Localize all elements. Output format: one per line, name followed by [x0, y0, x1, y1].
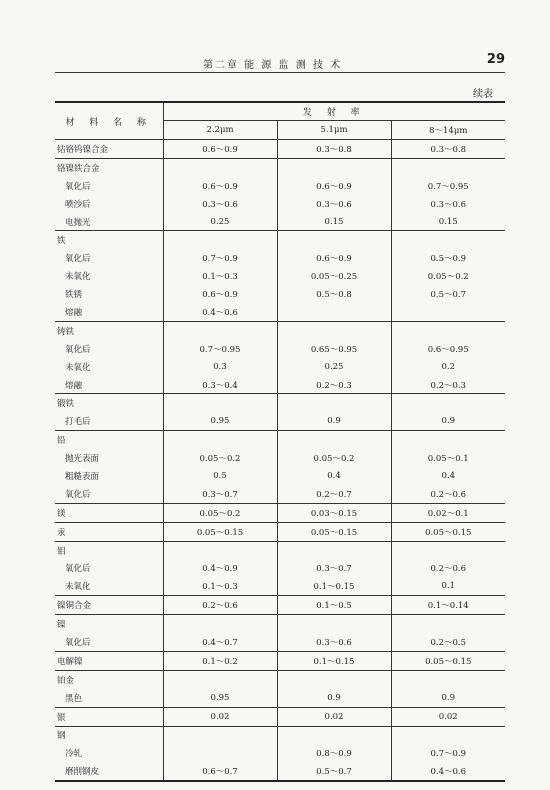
- table-row: [55, 231, 505, 249]
- emissivity-cell: 0.65～0.95: [277, 340, 391, 358]
- emissivity-cell: 0.4: [277, 467, 391, 485]
- subcondition-cell: 打毛后: [55, 412, 163, 430]
- emissivity-cell: [391, 615, 505, 633]
- emissivity-cell: [277, 303, 391, 321]
- emissivity-cell: [277, 394, 391, 412]
- table-row: [55, 358, 505, 376]
- emissivity-cell: 0.2～0.7: [277, 485, 391, 503]
- material-cell: 铁: [55, 231, 163, 249]
- emissivity-cell: 0.2～0.3: [277, 376, 391, 394]
- emissivity-cell: 0.6～0.7: [163, 762, 277, 781]
- table-row: [55, 285, 505, 303]
- table-row: [55, 707, 505, 726]
- table-row: [55, 213, 505, 231]
- table-row: [55, 376, 505, 394]
- table-row: [55, 522, 505, 541]
- emissivity-cell: 0.2～0.3: [391, 376, 505, 394]
- table-row: [55, 321, 505, 339]
- emissivity-cell: 0.1～0.14: [391, 596, 505, 615]
- subcondition-cell: 喷沙后: [55, 195, 163, 213]
- emissivity-cell: 0.4～0.6: [163, 303, 277, 321]
- table-row: [55, 340, 505, 358]
- wavelength-header: 8～14μm: [391, 121, 505, 140]
- table-row: [55, 394, 505, 412]
- subcondition-cell: 未氧化: [55, 267, 163, 285]
- emissivity-cell: 0.3～0.8: [277, 140, 391, 159]
- emissivity-cell: 0.2～0.5: [391, 633, 505, 651]
- emissivity-cell: 0.1～0.3: [163, 267, 277, 285]
- subcondition-cell: 黑色: [55, 689, 163, 707]
- emissivity-cell: 0.1～0.2: [163, 651, 277, 670]
- table-row: [55, 577, 505, 595]
- material-cell: 电解镍: [55, 651, 163, 670]
- table-row: [55, 744, 505, 762]
- emissivity-cell: [163, 431, 277, 449]
- emissivity-cell: 0.05～0.15: [391, 651, 505, 670]
- emissivity-cell: [391, 394, 505, 412]
- subcondition-cell: 电抛光: [55, 213, 163, 231]
- emissivity-cell: 0.3～0.6: [277, 195, 391, 213]
- emissivity-cell: 0.3～0.7: [277, 559, 391, 577]
- subcondition-cell: 铁锈: [55, 285, 163, 303]
- emissivity-cell: 0.2: [441, 361, 456, 372]
- wavelength-header: 2.2μm: [163, 121, 277, 140]
- emissivity-cell: 0.7～0.95: [163, 340, 277, 358]
- emissivity-cell: [277, 431, 391, 449]
- emissivity-cell: 0.2～0.6: [163, 596, 277, 615]
- emissivity-cell: [163, 321, 277, 339]
- emissivity-cell: 0.05～0.2: [427, 272, 469, 283]
- emissivity-cell: [391, 726, 505, 744]
- emissivity-cell: [277, 670, 391, 688]
- emissivity-cell: [391, 158, 505, 176]
- emissivity-cell: 0.1～0.15: [277, 577, 391, 595]
- subcondition-cell: 冷轧: [55, 744, 163, 762]
- emissivity-cell: 0.7～0.95: [427, 181, 469, 192]
- emissivity-cell: 0.95: [163, 412, 277, 430]
- table-row: [55, 158, 505, 176]
- table-row: [55, 140, 505, 159]
- table-row: [55, 431, 505, 449]
- table-row: [55, 303, 505, 321]
- emissivity-cell: [391, 321, 505, 339]
- table-row: [55, 651, 505, 670]
- table-row: [55, 726, 505, 744]
- emissivity-cell: 0.7～0.9: [430, 749, 467, 760]
- emissivity-cell: [277, 321, 391, 339]
- table-row: [55, 503, 505, 522]
- emissivity-cell: [391, 431, 505, 449]
- table-row: [55, 615, 505, 633]
- page-number: 29: [486, 52, 505, 67]
- material-cell: 铸铁: [55, 321, 163, 339]
- material-cell: 锻铁: [55, 394, 163, 412]
- wavelength-header: 5.1μm: [277, 121, 391, 140]
- emissivity-cell: [163, 394, 277, 412]
- subcondition-cell: 氧化后: [55, 249, 163, 267]
- table-row: [55, 689, 505, 707]
- emissivity-cell: 0.4～0.7: [163, 633, 277, 651]
- emissivity-cell: [163, 615, 277, 633]
- emissivity-cell: 0.9: [277, 689, 391, 707]
- table-row: [55, 559, 505, 577]
- emissivity-cell: 0.05～0.2: [277, 449, 391, 467]
- emissivity-cell: 0.1～0.3: [163, 577, 277, 595]
- material-cell: 镁: [55, 503, 163, 522]
- material-cell: 汞: [55, 522, 163, 541]
- emissivity-cell: 0.02～0.1: [391, 503, 505, 522]
- subcondition-cell: 未氧化: [55, 577, 163, 595]
- emissivity-cell: 0.1: [391, 577, 505, 595]
- subcondition-cell: 熔融: [55, 303, 163, 321]
- emissivity-cell: [163, 158, 277, 176]
- subcondition-cell: 氧化后: [55, 633, 163, 651]
- table-row: [55, 412, 505, 430]
- emissivity-cell: 0.7～0.9: [163, 249, 277, 267]
- emissivity-cell: [277, 541, 391, 559]
- emissivity-cell: 0.5: [163, 467, 277, 485]
- emissivity-cell: [163, 726, 277, 744]
- table-row: [55, 541, 505, 559]
- emissivity-cell: 0.9: [391, 412, 505, 430]
- emissivity-cell: 0.6～0.9: [163, 177, 277, 195]
- emissivity-cell: 0.25: [163, 213, 277, 231]
- table-row: [55, 177, 505, 195]
- emissivity-cell: 0.05～0.15: [277, 522, 391, 541]
- table-row: [55, 485, 505, 503]
- table-row: [55, 762, 505, 781]
- emissivity-cell: 0.5～0.9: [430, 254, 467, 265]
- material-cell: 钢: [55, 726, 163, 744]
- emissivity-cell: 0.3～0.4: [163, 376, 277, 394]
- emissivity-cell: 0.05～0.15: [163, 522, 277, 541]
- table-row: [55, 249, 505, 267]
- table-row: [55, 467, 505, 485]
- material-column-header: 材 料 名 称: [55, 102, 163, 140]
- table-body: [55, 140, 505, 782]
- emissivity-cell: 0.5～0.7: [430, 290, 467, 301]
- subcondition-cell: 氧化后: [55, 177, 163, 195]
- table-row: [55, 449, 505, 467]
- emissivity-cell: 0.6～0.9: [163, 140, 277, 159]
- emissivity-cell: 0.9: [391, 689, 505, 707]
- emissivity-cell: 0.02: [391, 707, 505, 726]
- material-cell: 镍铜合金: [55, 596, 163, 615]
- emissivity-cell: 0.3～0.8: [391, 140, 505, 159]
- material-cell: 铬镍铁合金: [55, 158, 163, 176]
- subcondition-cell: 未氧化: [55, 358, 163, 376]
- table-row: [55, 670, 505, 688]
- emissivity-cell: 0.1～0.15: [277, 651, 391, 670]
- continued-label: 续表: [473, 89, 493, 100]
- emissivity-cell: 0.9: [277, 412, 391, 430]
- emissivity-cell: 0.03～0.15: [277, 503, 391, 522]
- emissivity-cell: 0.5～0.8: [277, 285, 391, 303]
- material-cell: 镍: [55, 615, 163, 633]
- emissivity-cell: 0.3～0.6: [430, 199, 467, 210]
- emissivity-cell: 0.4: [441, 470, 456, 481]
- emissivity-cell: [391, 303, 505, 321]
- emissivity-cell: 0.6～0.9: [277, 249, 391, 267]
- emissivity-cell: 0.3～0.6: [277, 633, 391, 651]
- subcondition-cell: 粗糙表面: [55, 467, 163, 485]
- subcondition-cell: 氧化后: [55, 559, 163, 577]
- emissivity-table: [55, 101, 505, 782]
- emissivity-cell: [277, 231, 391, 249]
- emissivity-cell: [163, 231, 277, 249]
- subcondition-cell: 抛光表面: [55, 449, 163, 467]
- emissivity-cell: [277, 615, 391, 633]
- material-cell: 铂金: [55, 670, 163, 688]
- table-row: [55, 195, 505, 213]
- emissivity-cell: 0.02: [277, 707, 391, 726]
- emissivity-cell: 0.2～0.6: [430, 564, 467, 575]
- emissivity-cell: 0.15: [277, 213, 391, 231]
- emissivity-cell: [391, 231, 505, 249]
- material-cell: 银: [55, 707, 163, 726]
- emissivity-cell: 0.5～0.7: [277, 762, 391, 781]
- material-cell: 钼: [55, 541, 163, 559]
- material-cell: 铅: [55, 431, 163, 449]
- emissivity-cell: 0.6～0.95: [427, 344, 469, 355]
- emissivity-cell: [163, 670, 277, 688]
- subcondition-cell: 熔融: [55, 376, 163, 394]
- emissivity-cell: 0.6～0.9: [163, 285, 277, 303]
- emissivity-cell: [391, 670, 505, 688]
- subcondition-cell: 氧化后: [55, 340, 163, 358]
- table-row: [55, 267, 505, 285]
- emissivity-cell: 0.05～0.25: [277, 267, 391, 285]
- header-rule: [55, 72, 505, 73]
- emissivity-cell: [277, 726, 391, 744]
- emissivity-cell: 0.05～0.2: [163, 503, 277, 522]
- emissivity-cell: 0.05～0.2: [163, 449, 277, 467]
- material-cell: 钴铬钨镍合金: [55, 140, 163, 159]
- emissivity-cell: 0.2～0.6: [391, 485, 505, 503]
- page-header: [55, 52, 505, 72]
- emissivity-cell: [163, 541, 277, 559]
- table-row: [55, 596, 505, 615]
- subcondition-cell: 磨削钢皮: [55, 762, 163, 781]
- emissivity-cell: 0.8～0.9: [277, 744, 391, 762]
- emissivity-cell: 0.4～0.9: [163, 559, 277, 577]
- emissivity-cell: 0.3～0.6: [163, 195, 277, 213]
- emissivity-cell: [163, 744, 277, 762]
- emissivity-cell: 0.25: [277, 358, 391, 376]
- emissivity-cell: 0.05～0.15: [391, 522, 505, 541]
- emissivity-cell: [277, 158, 391, 176]
- emissivity-cell: 0.4～0.6: [430, 767, 467, 778]
- emissivity-cell: 0.6～0.9: [277, 177, 391, 195]
- emissivity-cell: [391, 541, 505, 559]
- emissivity-cell: 0.1～0.5: [277, 596, 391, 615]
- emissivity-cell: 0.3～0.7: [163, 485, 277, 503]
- chapter-title: 第二章 能 源 监 测 技 术: [203, 60, 343, 71]
- emissivity-header: 发 射 率: [163, 102, 505, 121]
- emissivity-cell: 0.02: [163, 707, 277, 726]
- emissivity-cell: 0.05～0.1: [427, 454, 469, 465]
- subcondition-cell: 氧化后: [55, 485, 163, 503]
- emissivity-cell: 0.95: [163, 689, 277, 707]
- emissivity-cell: 0.3: [163, 358, 277, 376]
- table-row: [55, 633, 505, 651]
- emissivity-cell: 0.15: [391, 213, 505, 231]
